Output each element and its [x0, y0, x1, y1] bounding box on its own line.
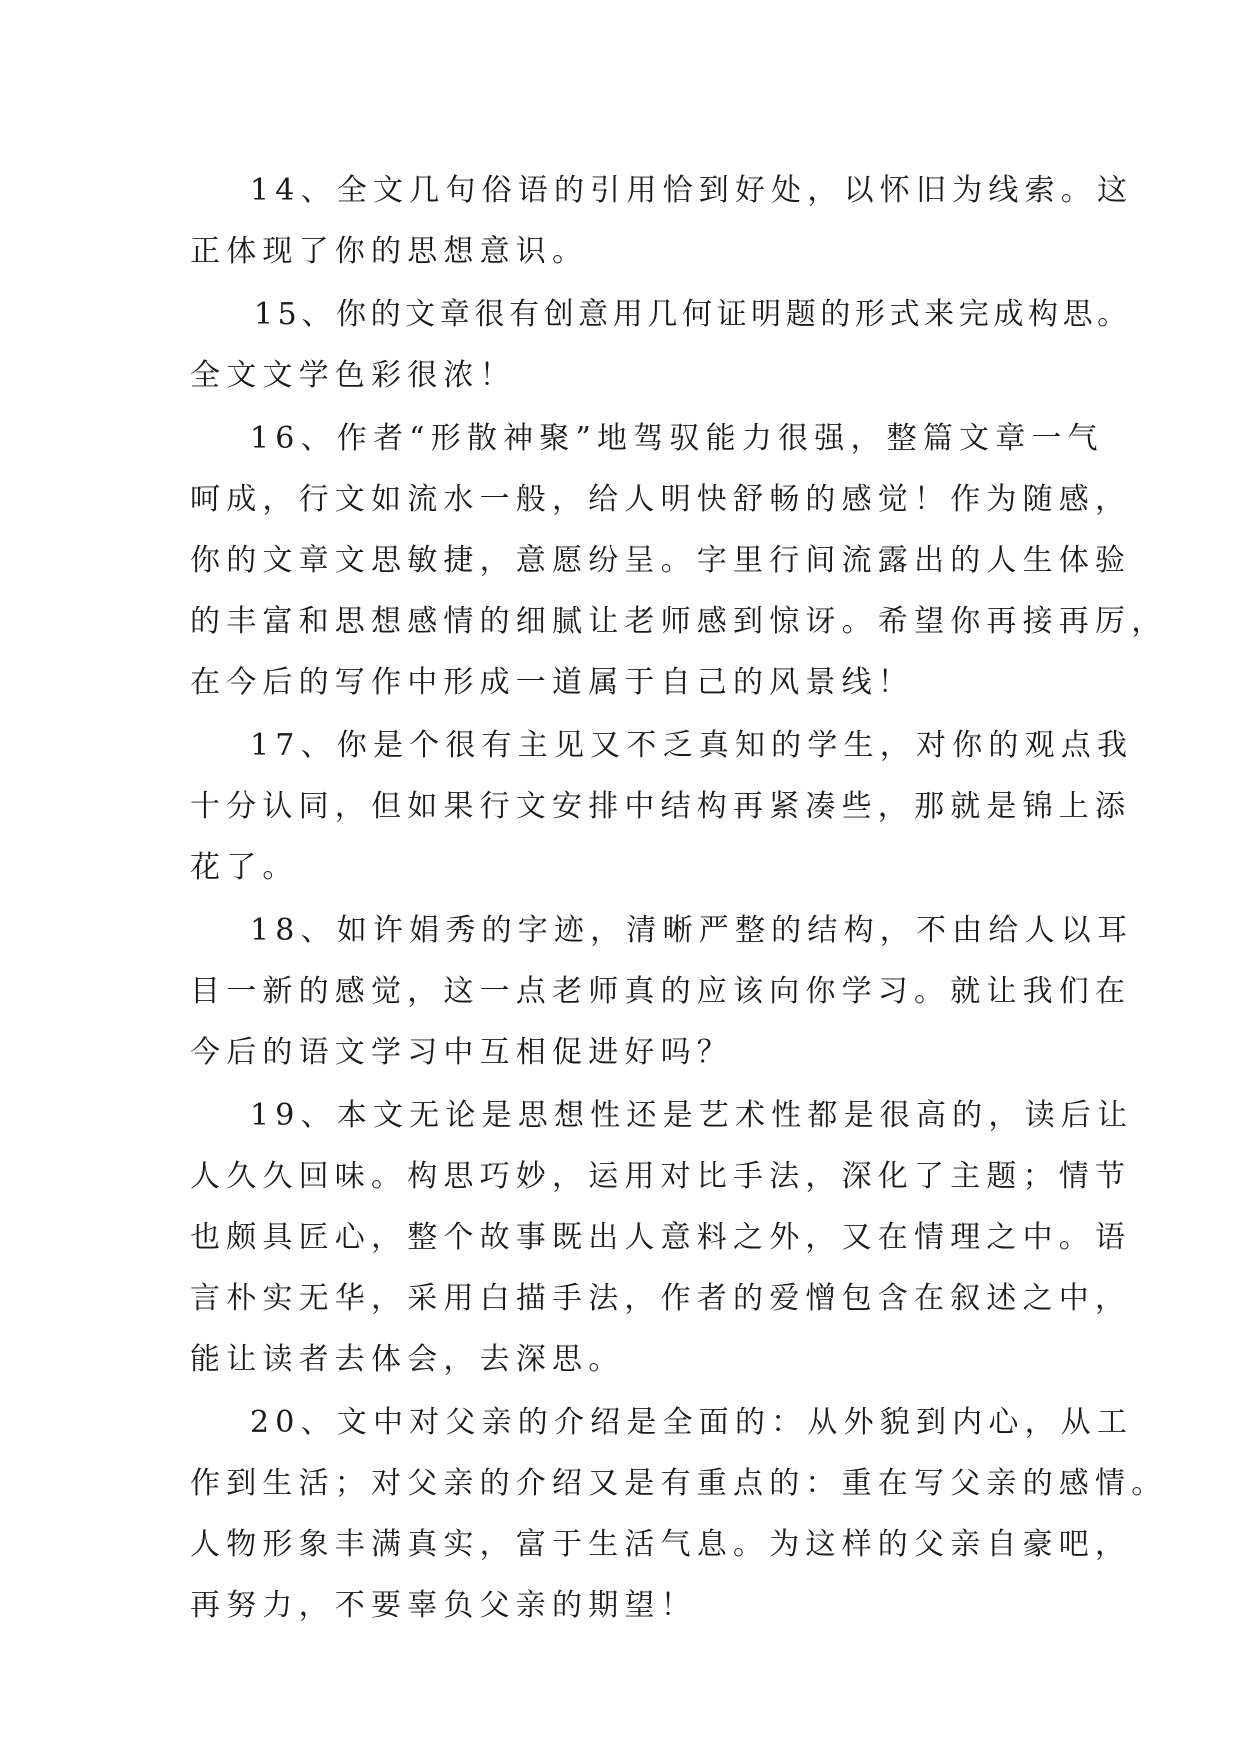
comments-text-block	[190, 160, 1168, 1638]
paragraph-line: 今后的语文学习中互相促进好吗？	[190, 1035, 733, 1070]
comment-paragraph-15	[190, 284, 1132, 406]
comment-paragraph-20	[190, 1392, 1168, 1636]
paragraph-line: 正体现了你的思想意识。	[190, 234, 589, 269]
paragraph-line: 目一新的感觉，这一点老师真的应该向你学习。就让我们在	[190, 974, 1132, 1009]
paragraph-line: 再努力，不要辜负父亲的期望！	[190, 1588, 697, 1623]
paragraph-line: 你的文章文思敏捷，意愿纷呈。字里行间流露出的人生体验	[190, 543, 1132, 578]
comment-paragraph-17	[190, 715, 1134, 898]
paragraph-line: 言朴实无华，采用白描手法，作者的爱憎包含在叙述之中，	[190, 1281, 1132, 1316]
paragraph-line: 17、你是个很有主见又不乏真知的学生，对你的观点我	[250, 728, 1134, 763]
comment-paragraph-16	[190, 408, 1168, 713]
paragraph-line: 人久久回味。构思巧妙，运用对比手法，深化了主题；情节	[190, 1159, 1132, 1194]
paragraph-line: 16、作者“形散神聚”地驾驭能力很强，整篇文章一气	[250, 421, 1104, 456]
comment-paragraph-18	[190, 900, 1134, 1083]
paragraph-line: 18、如许娟秀的字迹，清晰严整的结构，不由给人以耳	[250, 913, 1134, 948]
paragraph-line: 能让读者去体会，去深思。	[190, 1342, 625, 1377]
paragraph-line: 花了。	[190, 850, 299, 885]
paragraph-line: 人物形象丰满真实，富于生活气息。为这样的父亲自豪吧，	[190, 1527, 1132, 1562]
paragraph-line: 作到生活；对父亲的介绍又是有重点的：重在写父亲的感情。	[190, 1466, 1168, 1501]
paragraph-line: 15、你的文章很有创意用几何证明题的形式来完成构思。	[254, 297, 1132, 332]
comment-paragraph-19	[190, 1085, 1134, 1390]
paragraph-line: 也颇具匠心，整个故事既出人意料之外，又在情理之中。语	[190, 1220, 1132, 1255]
comment-paragraph-14	[190, 160, 1134, 282]
paragraph-line: 19、本文无论是思想性还是艺术性都是很高的，读后让	[250, 1098, 1134, 1133]
paragraph-line: 全文文学色彩很浓！	[190, 358, 516, 393]
paragraph-line: 呵成，行文如流水一般，给人明快舒畅的感觉！作为随感，	[190, 482, 1132, 517]
paragraph-line: 在今后的写作中形成一道属于自己的风景线！	[190, 665, 914, 700]
paragraph-line: 十分认同，但如果行文安排中结构再紧凑些，那就是锦上添	[190, 789, 1132, 824]
paragraph-line: 的丰富和思想感情的细腻让老师感到惊讶。希望你再接再厉，	[190, 604, 1168, 639]
paragraph-line: 14、全文几句俗语的引用恰到好处，以怀旧为线索。这	[250, 173, 1134, 208]
paragraph-line: 20、文中对父亲的介绍是全面的：从外貌到内心，从工	[250, 1405, 1134, 1440]
